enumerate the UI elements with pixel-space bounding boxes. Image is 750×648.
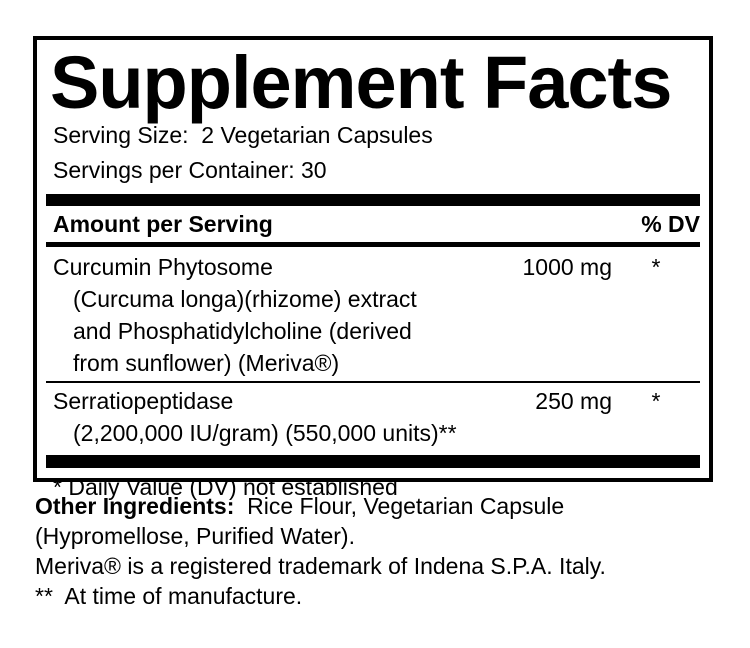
other-ingredients-line [35,491,725,521]
ingredient-dv-value: * [651,254,661,280]
ingredient-row [46,383,700,452]
servings-per-container-line: Servings per Container: 30 [53,157,327,183]
amount-per-serving-header: Amount per Serving [53,211,273,237]
serving-info [46,118,700,188]
other-ingredients-label: Other Ingredients: [35,493,235,519]
ingredient-main-line [46,385,700,417]
percent-dv-header: % DV [641,211,700,237]
ingredient-amount: 250 mg [535,388,612,414]
separator-bar-thick-top [46,194,700,206]
footer-line: (Hypromellose, Purified Water). [35,523,355,549]
ingredient-main-line [46,251,700,283]
supplement-facts-panel [33,36,713,500]
ingredient-name: Serratiopeptidase [53,388,234,414]
ingredient-detail-line: and Phosphatidylcholine (derived [73,318,412,344]
ingredient-row [46,247,700,381]
footer-manufacture-note-line: ** At time of manufacture. [35,583,303,609]
serving-size-line: Serving Size: 2 Vegetarian Capsules [53,122,433,148]
ingredient-amount: 1000 mg [522,254,612,280]
ingredient-dv-value: * [651,388,661,414]
other-ingredients-section [35,491,725,611]
ingredient-detail-line: (Curcuma longa)(rhizome) extract [73,286,417,312]
ingredient-name: Curcumin Phytosome [53,254,273,280]
column-header-row [46,206,700,239]
ingredient-detail-line: (2,200,000 IU/gram) (550,000 units)** [73,420,457,446]
separator-bar-thick-bottom [46,455,700,468]
panel-title: Supplement Facts [50,41,672,124]
daily-value-footnote: * Daily Value (DV) not established [53,474,398,500]
footer-trademark-line: Meriva® is a registered trademark of Indena S.P.A. Italy. [35,553,606,579]
other-ingredients-text: Rice Flour, Vegetarian Capsule [234,493,565,519]
ingredient-detail-line: from sunflower) (Meriva®) [73,350,340,376]
